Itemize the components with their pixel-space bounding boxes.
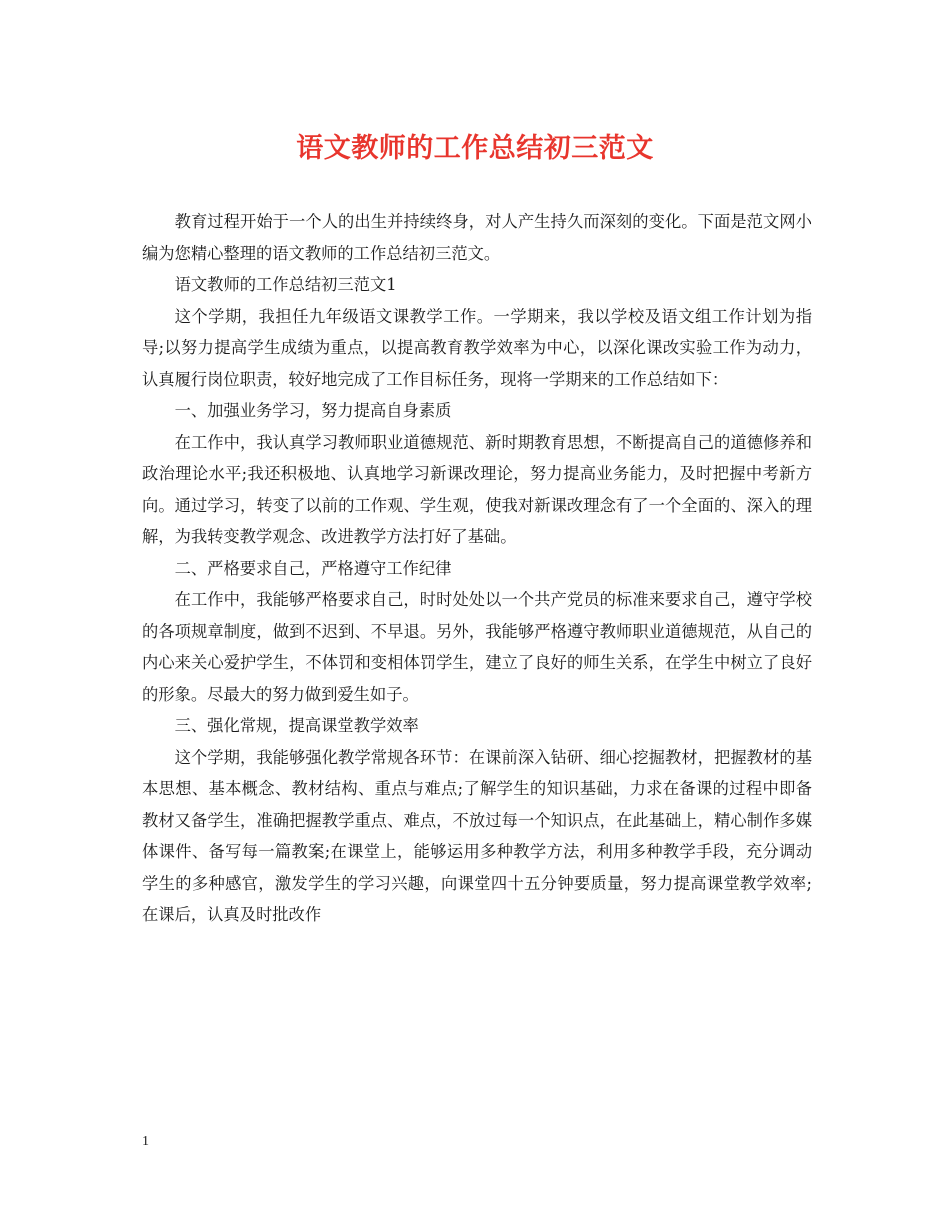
intro-paragraph: 教育过程开始于一个人的出生并持续终身，对人产生持久而深刻的变化。下面是范文网小编为您精心整理的语文教师的工作总结初三范文。 [142,212,812,263]
document-body [142,206,812,931]
document-title: 语文教师的工作总结初三范文 [296,133,654,164]
page-number: 1 [142,1134,149,1149]
section-heading-2: 二、严格要求自己，严格遵守工作纪律 [174,558,452,578]
section-heading-1: 一、加强业务学习，努力提高自身素质 [174,401,452,420]
body-paragraph: 这个学期，我担任九年级语文课教学工作。一学期来，我以学校及语文组工作计划为指导;以努力提高学生成绩为重点，以提高教育教学效率为中心，以深化课改实验工作为动力，认真履行岗位职责，较好地完成了工作目标任务，现将一学期来的工作总结如下： [142,306,812,389]
body-paragraph: 这个学期，我能够强化教学常规各环节：在课前深入钻研、细心挖掘教材，把握教材的基本思想、基本概念、教材结构、重点与难点;了解学生的知识基础，力求在备课的过程中即备教材又备学生，准确把握教学重点、难点，不放过每一个知识点，在此基础上，精心制作多媒体课件、备写每一篇教案;在课堂上，能够运用多种教学方法，利用多种教学手段，充分调动学生的多种感官，激发学生的学习兴趣，向课堂四十五分钟要质量，努力提高课堂教学效率;在课后，认真及时批改作 [142,747,812,924]
body-paragraph: 在工作中，我认真学习教师职业道德规范、新时期教育思想，不断提高自己的道德修养和政治理论水平;我还积极地、认真地学习新课改理论，努力提高业务能力，及时把握中考新方向。通过学习，转变了以前的工作观、学生观，使我对新课改理念有了一个全面的、深入的理解，为我转变教学观念、改进教学方法打好了基础。 [142,432,812,546]
section-heading-sample-1: 语文教师的工作总结初三范文1 [174,275,397,294]
body-paragraph: 在工作中，我能够严格要求自己，时时处处以一个共产党员的标准来要求自己，遵守学校的各项规章制度，做到不迟到、不早退。另外，我能够严格遵守教师职业道德规范，从自己的内心来关心爱护学生，不体罚和变相体罚学生，建立了良好的师生关系，在学生中树立了良好的形象。尽最大的努力做到爱生如子。 [142,590,812,704]
section-heading-3: 三、强化常规，提高课堂教学效率 [174,716,419,735]
